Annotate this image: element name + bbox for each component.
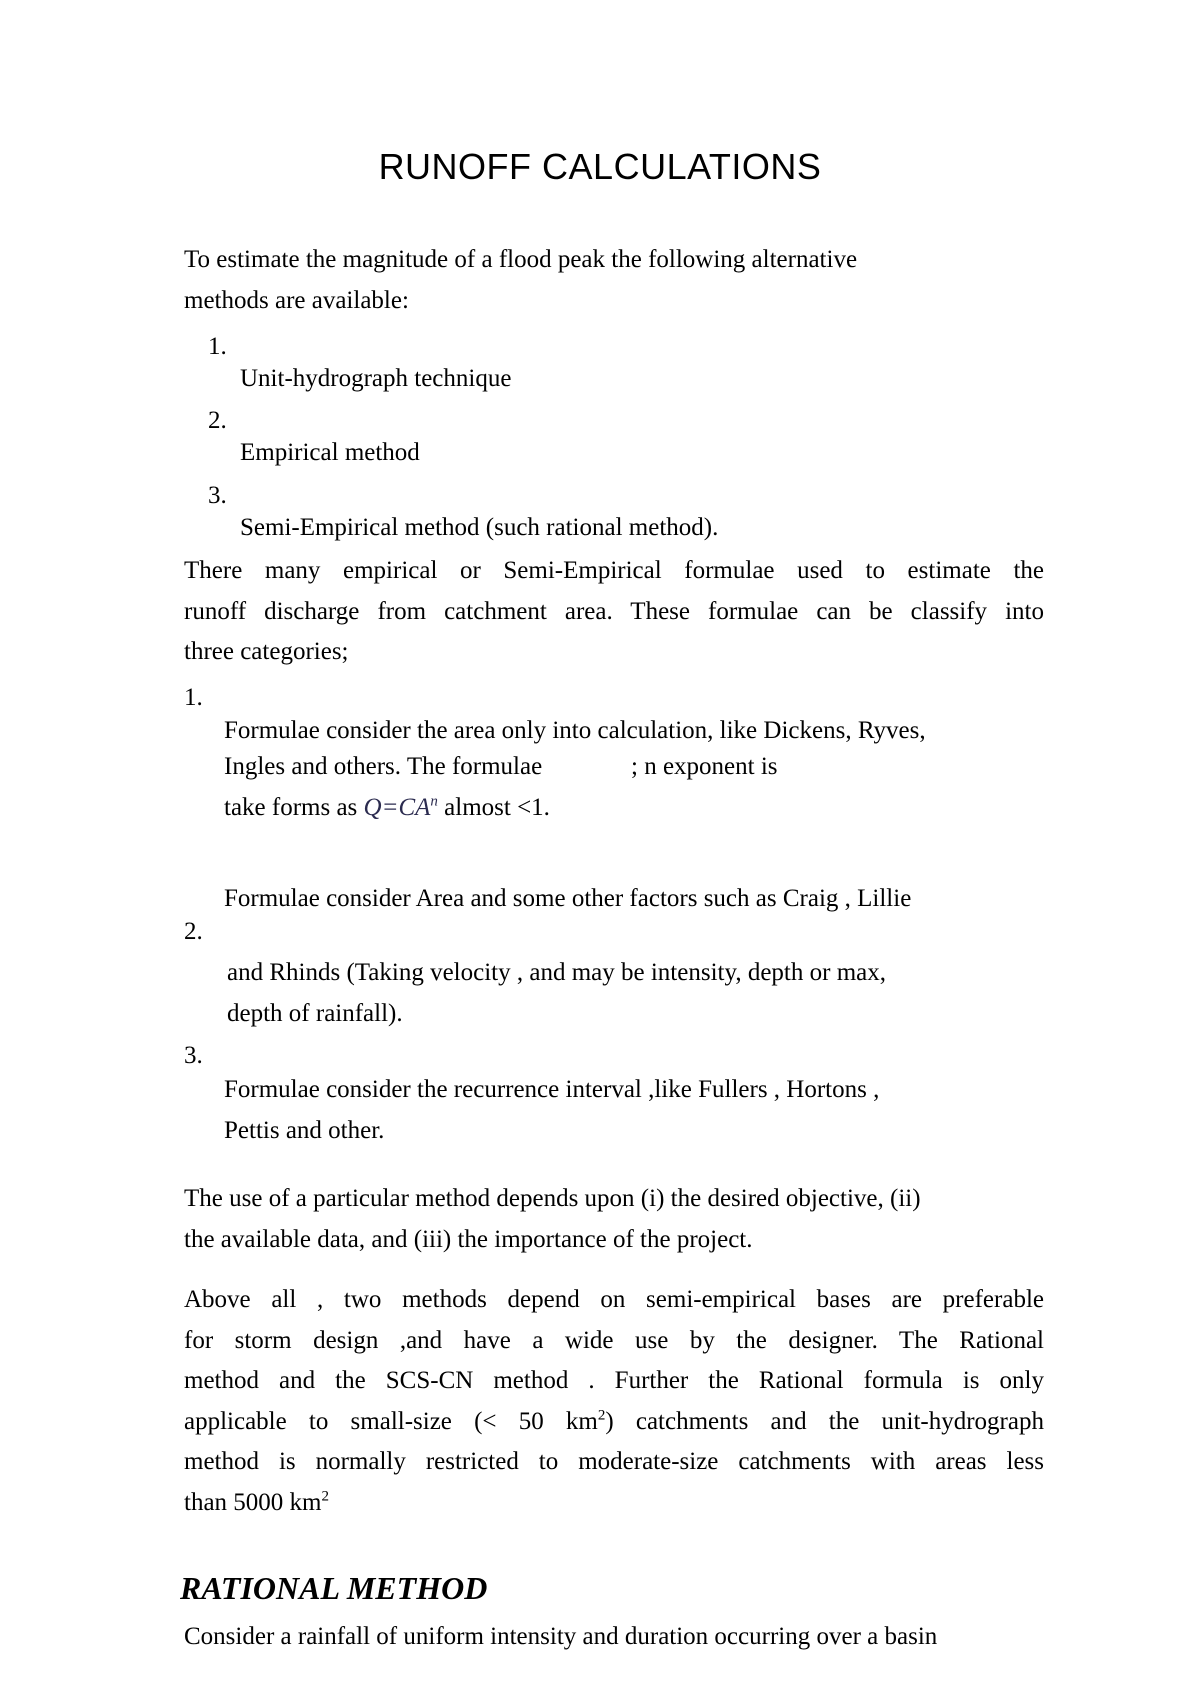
category-1-line-3b: almost <1.	[444, 794, 550, 821]
category-1-line-1: Formulae consider the area only into calculation, like Dickens, Ryves,	[224, 717, 926, 744]
category-2-line-2: and Rhinds (Taking velocity , and may be intensity, depth or max,	[227, 959, 886, 986]
category-2-line-1: Formulae consider Area and some other factors such as Craig , Lillie	[224, 885, 912, 912]
category-number-1: 1.	[184, 684, 203, 711]
intro-line-1: To estimate the magnitude of a flood peak the following alternative	[184, 246, 858, 273]
para3-line-1: The use of a particular method depends upon (i) the desired objective, (ii)	[184, 1185, 921, 1212]
category-2-line-3: depth of rainfall).	[227, 1000, 403, 1027]
para4-line-1: Above all , two methods depend on semi-empirical bases are preferable	[184, 1286, 1044, 1313]
formula-q-ca	[364, 794, 438, 821]
method-item-1: Unit-hydrograph technique	[240, 365, 512, 392]
formula-text: Q=CA	[363, 794, 431, 821]
paragraph-methods-comparison	[184, 1280, 1044, 1523]
para4-line-5: method is normally restricted to moderate-size catchments with areas less	[184, 1448, 1044, 1475]
para4-line-4a: applicable to small-size (< 50 km	[184, 1407, 598, 1435]
method-number-2: 2.	[208, 407, 227, 434]
para4-line-6a: than 5000 km	[184, 1488, 322, 1516]
method-item-2: Empirical method	[240, 439, 420, 466]
intro-line-2: methods are available:	[184, 287, 409, 314]
category-3-line-2: Pettis and other.	[224, 1117, 385, 1144]
page-title: RUNOFF CALCULATIONS	[378, 146, 822, 187]
method-item-3: Semi-Empirical method (such rational method).	[240, 514, 719, 541]
para2-line-2: runoff discharge from catchment area. These formulae can be classify into	[184, 597, 1044, 625]
para2-line-3: three categories;	[184, 638, 349, 665]
category-number-3: 3.	[184, 1042, 203, 1069]
category-1-line-2b: ; n exponent is	[631, 753, 778, 780]
para4-line-4b: ) catchments and the unit-hydrograph	[605, 1407, 1044, 1435]
para4-line-2: for storm design ,and have a wide use by the designer. The Rational	[184, 1326, 1044, 1354]
para4-line-6	[184, 1483, 1044, 1524]
method-number-3: 3.	[208, 482, 227, 509]
para4-line-3: method and the SCS-CN method . Further the Rational formula is only	[184, 1367, 1044, 1394]
para4-line-4	[184, 1402, 1044, 1443]
section-heading-rational-method: RATIONAL METHOD	[180, 1570, 488, 1606]
km-squared-sup-2: 2	[321, 1488, 329, 1505]
category-1-line-3a: take forms as	[224, 794, 358, 821]
para3-line-2: the available data, and (iii) the importance of the project.	[184, 1226, 753, 1253]
category-3-line-1: Formulae consider the recurrence interval ,like Fullers , Hortons ,	[224, 1076, 880, 1103]
method-number-1: 1.	[208, 333, 227, 360]
category-1-line-3	[224, 793, 550, 823]
para2-line-1: There many empirical or Semi-Empirical formulae used to estimate the	[184, 557, 1044, 584]
paragraph-categories-intro	[184, 551, 1044, 673]
km-squared-sup: 2	[597, 1407, 606, 1424]
rational-method-line-1: Consider a rainfall of uniform intensity and duration occurring over a basin	[184, 1623, 938, 1650]
category-number-2: 2.	[184, 918, 203, 945]
formula-exponent: n	[430, 793, 438, 810]
category-1-line-2: Ingles and others. The formulae	[224, 753, 543, 780]
